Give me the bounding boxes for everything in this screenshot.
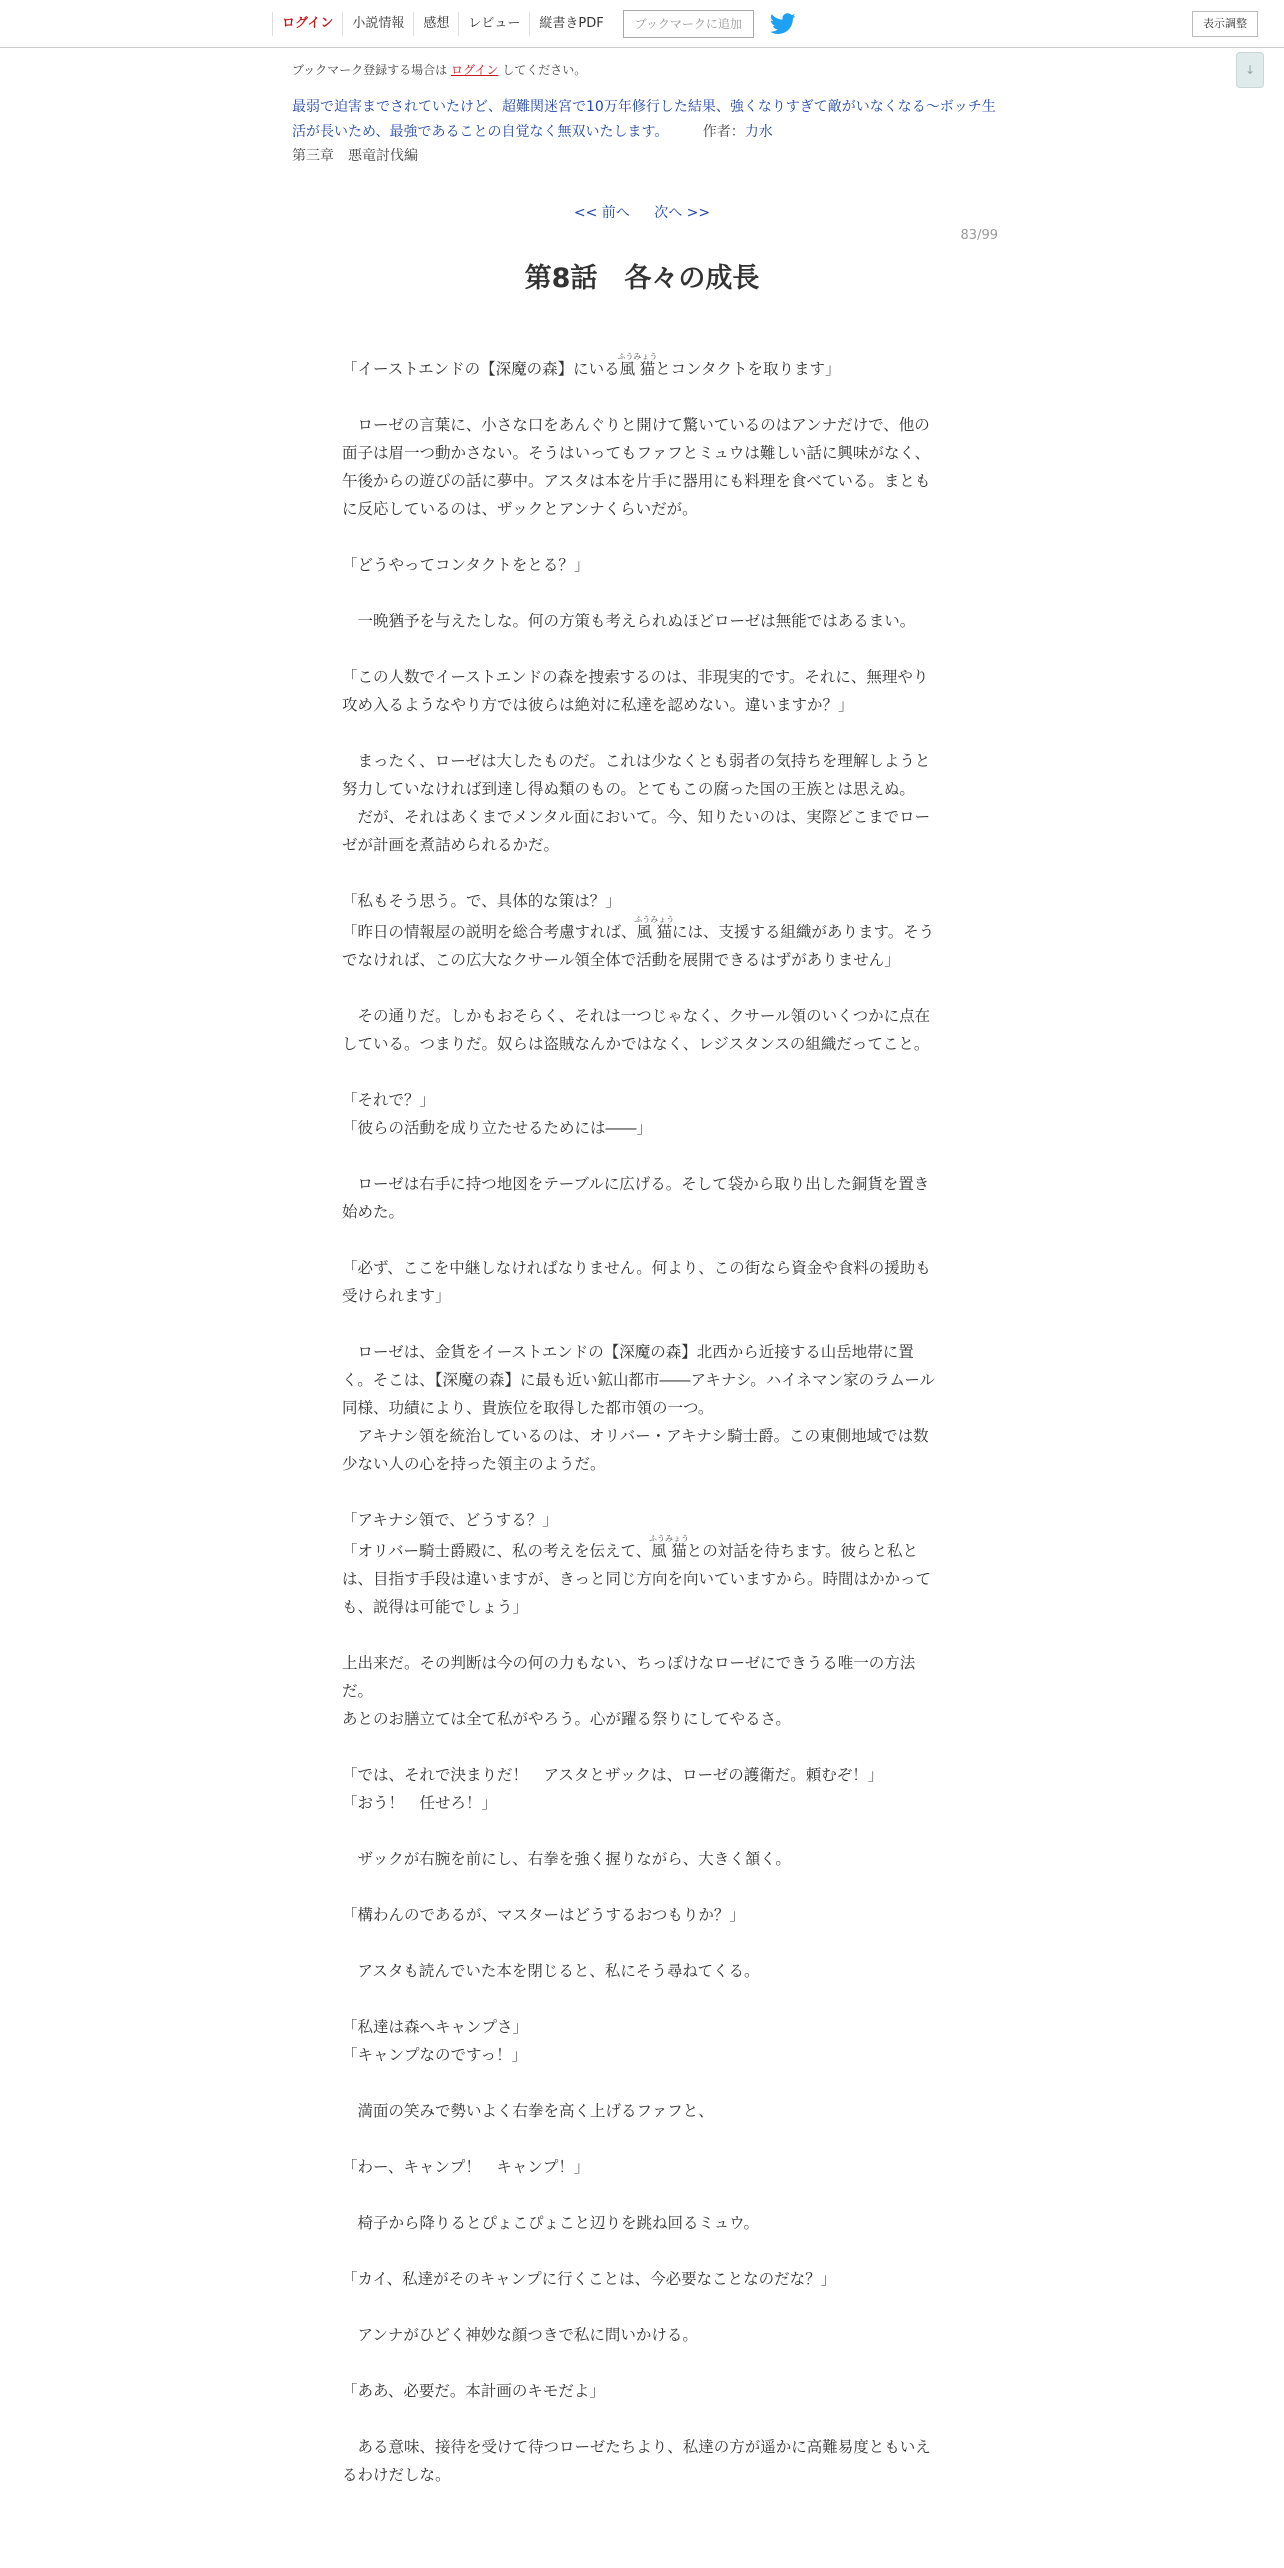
body-paragraph: 「彼らの活動を成り立たせるためには――」 (342, 1119, 653, 1137)
body-paragraph: 「構わんのであるが、マスターはどうするおつもりか？」 (342, 1906, 745, 1924)
body-paragraph: アキナシ領を統治しているのは、オリバー・アキナシ騎士爵。この東側地域では数少ない人の心を持った領主のようだ。 (342, 1427, 929, 1473)
ruby-reading: ふうみょう (617, 352, 658, 361)
ruby-base: 風猫 (617, 360, 658, 378)
ruby-base: 風猫 (634, 923, 675, 941)
ruby-reading: ふうみょう (649, 1534, 689, 1543)
blank-line (342, 1226, 942, 1254)
blank-line (342, 2349, 942, 2377)
notice-login-link[interactable]: ログイン (451, 63, 499, 77)
body-paragraph: ローゼの言葉に、小さな口をあんぐりと開けて驚いているのはアンナだけで、他の面子は眉一つ動かさない。そうはいってもファフとミュウは難しい話に興味がなく、午後からの遊びの話に夢中。アスタは本を片手に器用にも料理を食べている。まともに反応しているのは、ザックとアンナくらいだが。 (342, 416, 931, 518)
blank-line (342, 2237, 942, 2265)
ruby-annotation (617, 352, 658, 378)
chapter-title: 第三章 悪竜討伐編 (292, 148, 418, 164)
body-paragraph: ローゼは、金貨をイーストエンドの【深魔の森】北西から近接する山岳地帯に置く。そこは、【深魔の森】に最も近い鉱山都市――アキナシ。ハイネマン家のラムール同様、功績により、貴族位を取得した都市領の一つ。 (342, 1343, 935, 1417)
novel-body-text (342, 352, 942, 2489)
body-paragraph: 「それで？」 (342, 1091, 436, 1109)
ruby-annotation (649, 1534, 689, 1560)
blank-line (342, 2181, 942, 2209)
blank-line (342, 2125, 942, 2153)
body-paragraph (342, 1534, 942, 1621)
body-paragraph: だが、それはあくまでメンタル面において。今、知りたいのは、実際どこまでローゼが計画を煮詰められるかだ。 (342, 808, 931, 854)
body-paragraph: ザックが右腕を前にし、右拳を強く握りながら、大きく頷く。 (342, 1850, 791, 1868)
blank-line (342, 1817, 942, 1845)
episode-pager (0, 202, 1284, 222)
blank-line (342, 859, 942, 887)
series-title-block (292, 95, 1002, 145)
blank-line (342, 974, 942, 1002)
next-episode-link[interactable]: 次へ >> (654, 205, 711, 221)
body-paragraph: まったく、ローゼは大したものだ。これは少なくとも弱者の気持ちを理解しようと努力していなければ到達し得ぬ類のもの。とてもこの腐った国の王族とは思えぬ。 (342, 752, 931, 798)
paragraph-text: には、支援する組織があります。そうでなければ、この広大なクサール領全体で活動を展開できるはずがありません」 (342, 923, 935, 969)
body-paragraph: アンナがひどく神妙な顔つきで私に問いかける。 (342, 2326, 698, 2344)
body-paragraph: その通りだ。しかもおそらく、それは一つじゃなく、クサール領のいくつかに点在している。つまりだ。奴らは盗賊なんかではなく、レジスタンスの組織だってこと。 (342, 1007, 931, 1053)
blank-line (342, 523, 942, 551)
body-paragraph: 「私達は森へキャンプさ」 (342, 2018, 529, 2036)
blank-line (342, 2405, 942, 2433)
prev-episode-link[interactable]: << 前へ (573, 205, 630, 221)
nav-review-link[interactable]: レビュー (458, 12, 529, 36)
body-paragraph: 一晩猶予を与えたしな。何の方策も考えられぬほどローゼは無能ではあるまい。 (342, 612, 916, 630)
author-label: 作者： (702, 124, 745, 140)
notice-suffix: してください。 (502, 63, 587, 77)
blank-line (342, 1058, 942, 1086)
blank-line (342, 1621, 942, 1649)
body-paragraph: ローゼは右手に持つ地図をテーブルに広げる。そして袋から取り出した銅貨を置き始めた。 (342, 1175, 930, 1221)
body-paragraph: 「キャンプなのですっ！」 (342, 2046, 528, 2064)
blank-line (342, 1478, 942, 1506)
body-paragraph (342, 352, 942, 383)
paragraph-text: 「オリバー騎士爵殿に、私の考えを伝えて、 (342, 1542, 652, 1560)
nav-novel-info-link[interactable]: 小説情報 (342, 12, 413, 36)
blank-line (342, 1873, 942, 1901)
body-paragraph: 「わー、キャンプ！ キャンプ！」 (342, 2158, 590, 2176)
body-paragraph: 「では、それで決まりだ！ アスタとザックは、ローゼの護衛だ。頼むぞ！」 (342, 1766, 884, 1784)
blank-line (342, 2069, 942, 2097)
paragraph-text: とコンタクトを取ります」 (655, 360, 841, 378)
body-paragraph: 「おう！ 任せろ！」 (342, 1794, 498, 1812)
blank-line (342, 1310, 942, 1338)
body-paragraph: 椅子から降りるとぴょこぴょこと辺りを跳ね回るミュウ。 (342, 2214, 759, 2232)
blank-line (342, 1929, 942, 1957)
blank-line (342, 2293, 942, 2321)
body-paragraph: 「この人数でイーストエンドの森を捜索するのは、非現実的です。それに、無理やり攻め入るようなやり方では彼らは絶対に私達を認めない。違いますか？」 (342, 668, 929, 714)
body-paragraph: 「カイ、私達がそのキャンプに行くことは、今必要なことなのだな？」 (342, 2270, 837, 2288)
blank-line (342, 1985, 942, 2013)
display-settings-button[interactable]: 表示調整 (1192, 11, 1258, 37)
body-paragraph (342, 915, 942, 974)
blank-line (342, 579, 942, 607)
nav-login-link[interactable]: ログイン (272, 12, 342, 36)
paragraph-text: との対話を待ちます。彼らと私とは、目指す手段は違いますが、きっと同じ方向を向いていますから。時間はかかっても、説得は可能でしょう」 (342, 1542, 932, 1616)
body-paragraph: 上出来だ。その判断は今の何の力もない、ちっぽけなローゼにできうる唯一の方法だ。 (342, 1654, 916, 1700)
blank-line (342, 719, 942, 747)
body-paragraph: 「私もそう思う。で、具体的な策は？」 (342, 892, 621, 910)
nav-impressions-link[interactable]: 感想 (413, 12, 458, 36)
author-link[interactable]: 力水 (744, 124, 773, 140)
ruby-annotation (634, 915, 675, 941)
twitter-bird-icon[interactable] (770, 13, 796, 35)
paragraph-text: 「イーストエンドの【深魔の森】にいる (342, 360, 620, 378)
top-nav-bar (0, 0, 1284, 48)
body-paragraph: 「どうやってコンタクトをとる？」 (342, 556, 590, 574)
body-paragraph: 「ああ、必要だ。本計画のキモだよ」 (342, 2382, 605, 2400)
scroll-down-button[interactable]: ↓ (1236, 52, 1264, 88)
body-paragraph: ある意味、接待を受けて待つローゼたちより、私達の方が遥かに高難易度ともいえるわけだしな。 (342, 2438, 931, 2484)
blank-line (342, 383, 942, 411)
blank-line (342, 635, 942, 663)
bookmark-add-button[interactable]: ブックマークに追加 (623, 10, 754, 38)
notice-prefix: ブックマーク登録する場合は (292, 63, 448, 77)
body-paragraph: 「アキナシ領で、どうする？」 (342, 1511, 558, 1529)
body-paragraph: あとのお膳立ては全て私がやろう。心が躍る祭りにしてやるさ。 (342, 1710, 791, 1728)
bookmark-login-notice (292, 61, 586, 78)
global-nav (272, 12, 796, 36)
body-paragraph: アスタも読んでいた本を閉じると、私にそう尋ねてくる。 (342, 1962, 760, 1980)
series-title-link[interactable]: 最弱で迫害までされていたけど、超難関迷宮で10万年修行した結果、強くなりすぎて敵がいなくなる～ボッチ生活が長いため、最強であることの自覚なく無双いたします。 (292, 99, 996, 140)
nav-vertical-pdf-link[interactable]: 縦書きPDF (529, 12, 612, 36)
body-paragraph: 満面の笑みで勢いよく右拳を高く上げるファフと、 (342, 2102, 714, 2120)
ruby-reading: ふうみょう (634, 915, 675, 924)
paragraph-text: 「昨日の情報屋の説明を総合考慮すれば、 (342, 923, 637, 941)
blank-line (342, 1733, 942, 1761)
episode-title: 第8話 各々の成長 (524, 263, 760, 294)
ruby-base: 風猫 (649, 1542, 689, 1560)
body-paragraph: 「必ず、ここを中継しなければなりません。何より、この街なら資金や食料の援助も受けられます」 (342, 1259, 931, 1305)
blank-line (342, 1142, 942, 1170)
episode-count: 83/99 (960, 228, 998, 243)
